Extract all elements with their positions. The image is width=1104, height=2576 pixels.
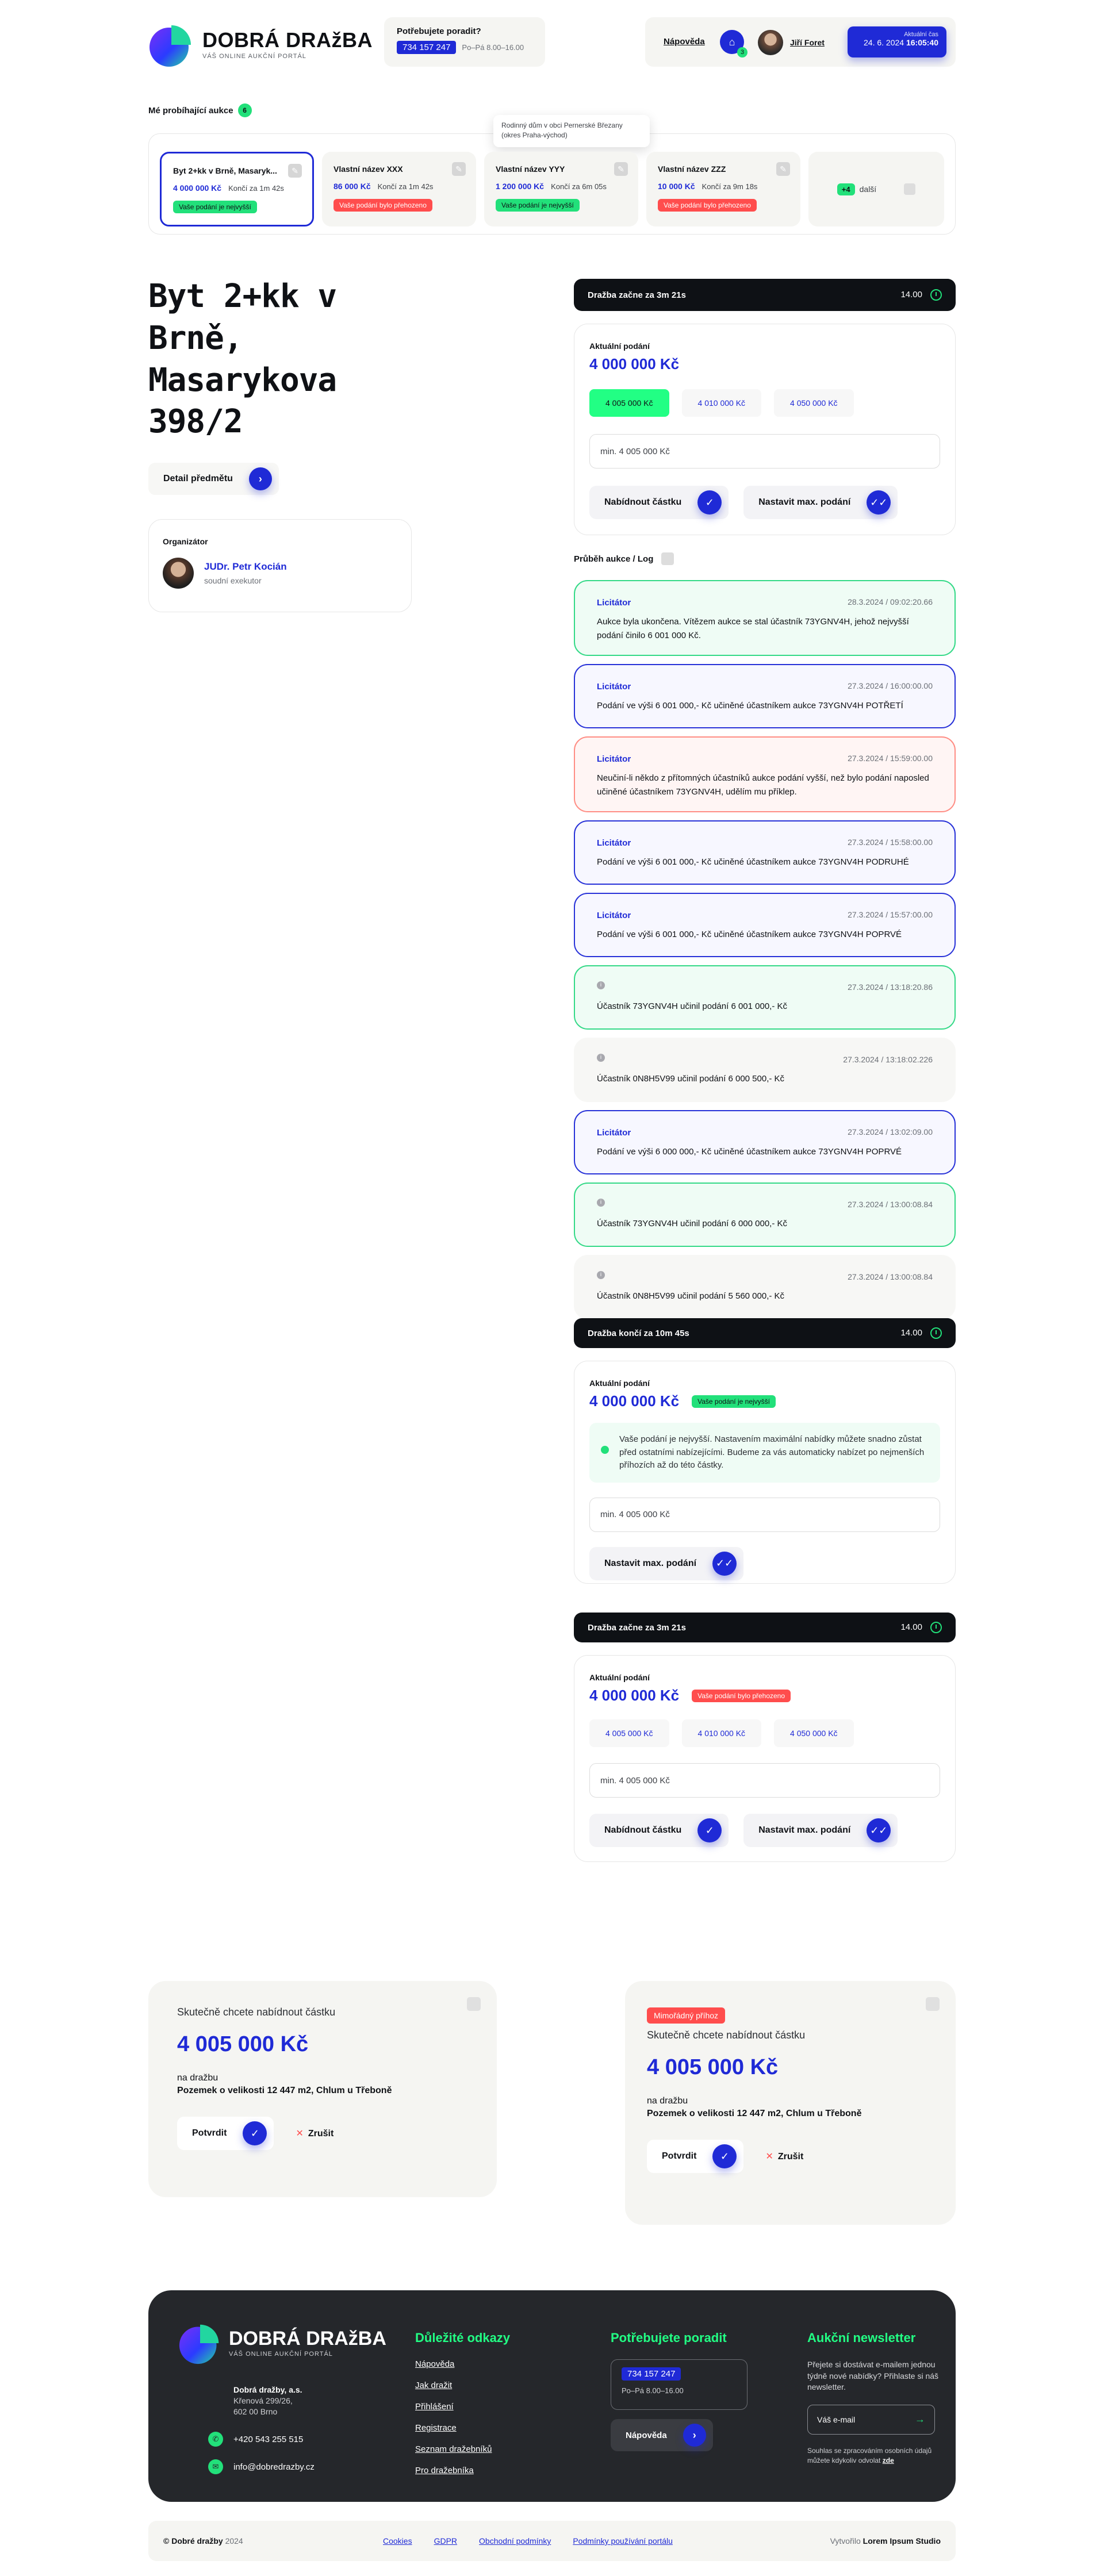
log-timestamp: 27.3.2024 / 15:57:00.00	[848, 910, 933, 919]
running-auctions-title: Mé probíhající aukce	[148, 105, 233, 116]
user-name[interactable]: Jiří Foret	[790, 38, 825, 47]
confirm-button-label: Potvrdit	[662, 2151, 697, 2161]
log-timestamp: 27.3.2024 / 15:58:00.00	[848, 838, 933, 847]
log-entry	[574, 820, 956, 885]
auction-card-price: 10 000 Kč	[658, 182, 695, 191]
auction-card-status: Vaše podání je nejvyšší	[496, 199, 580, 212]
bid-chip[interactable]: 4 050 000 Kč	[774, 1719, 854, 1747]
footer-help-phone[interactable]: 734 157 247	[622, 2367, 681, 2381]
offer-button-label: Nabídnout částku	[604, 1825, 682, 1835]
max-bid-button[interactable]	[743, 486, 898, 519]
auction-timer-bar	[574, 1613, 956, 1642]
logo[interactable]	[148, 22, 373, 68]
log-author: Licitátor	[597, 682, 631, 692]
timer-text: Dražba začne za 3m 21s	[588, 290, 686, 300]
auction-card-ends: Končí za 9m 18s	[702, 182, 758, 191]
bottom-link-gdpr[interactable]: GDPR	[434, 2536, 458, 2546]
bid-column	[574, 279, 956, 1385]
organizer-card	[148, 519, 412, 612]
log-timestamp: 27.3.2024 / 15:59:00.00	[848, 754, 933, 763]
date: 24. 6. 2024	[864, 38, 904, 47]
clock-box	[848, 26, 946, 57]
bid-chip[interactable]: 4 010 000 Kč	[682, 1719, 762, 1747]
log-author: Licitátor	[597, 911, 631, 920]
footer-links-title: Důležité odkazy	[415, 2331, 511, 2345]
auction-card[interactable]	[646, 152, 800, 226]
edit-icon	[904, 183, 915, 195]
organizer-role: soudní exekutor	[204, 576, 262, 586]
footer-link-how[interactable]: Jak dražit	[415, 2381, 453, 2390]
clock-icon	[930, 289, 942, 301]
max-bid-button-label: Nastavit max. podání	[758, 1825, 851, 1835]
footer-help-button[interactable]	[611, 2419, 713, 2451]
organizer-avatar	[163, 558, 194, 589]
check-icon: ✓	[243, 2121, 267, 2145]
footer-company: Dobrá dražby, a.s.	[233, 2385, 302, 2394]
confirm-amount: 4 005 000 Kč	[177, 2032, 309, 2056]
confirm-button-label: Potvrdit	[192, 2128, 227, 2138]
log-entry	[574, 965, 956, 1030]
info-icon: i	[597, 1271, 605, 1279]
arrow-right-icon[interactable]: →	[915, 2413, 925, 2425]
time-label: Aktuální čas	[904, 31, 938, 38]
footer-link-register[interactable]: Registrace	[415, 2423, 457, 2433]
phone-icon: ✆	[208, 2432, 223, 2447]
footer-phone[interactable]: +420 543 255 515	[233, 2434, 304, 2444]
auction-log	[574, 580, 956, 1385]
bid-amount-input[interactable]: min. 4 005 000 Kč	[589, 1763, 940, 1798]
edit-icon[interactable]: ✎	[776, 162, 790, 176]
close-x-icon: ✕	[296, 2129, 304, 2139]
extra-bid-badge: Mimořádný příhoz	[647, 2007, 725, 2024]
footer-logo-icon	[178, 2321, 222, 2365]
log-author: Licitátor	[597, 838, 631, 848]
log-author: Licitátor	[597, 1128, 631, 1138]
log-entry	[574, 1110, 956, 1174]
info-icon: i	[597, 1199, 605, 1207]
bid-status-badge: Vaše podání je nejvyšší	[692, 1395, 776, 1408]
item-info	[148, 276, 447, 586]
max-bid-button-label: Nastavit max. podání	[604, 1558, 697, 1568]
log-timestamp: 27.3.2024 / 13:18:02.226	[843, 1055, 933, 1064]
bid-panel	[574, 1361, 956, 1584]
clock-icon	[930, 1327, 942, 1339]
newsletter-email-input[interactable]	[807, 2405, 935, 2435]
offer-button[interactable]	[589, 486, 729, 519]
log-entry	[574, 664, 956, 728]
confirm-question: Skutečně chcete nabídnout částku	[647, 2029, 806, 2041]
current-bid-price: 4 000 000 Kč	[589, 1392, 680, 1410]
footer-help-button-label: Nápověda	[626, 2430, 667, 2440]
close-icon[interactable]	[926, 1997, 940, 2011]
timer-text: Dražba začne za 3m 21s	[588, 1622, 686, 1633]
help-link[interactable]: Nápověda	[664, 37, 705, 47]
newsletter-consent-link[interactable]: zde	[882, 2456, 894, 2465]
bid-chip[interactable]: 4 010 000 Kč	[682, 389, 762, 417]
log-entry	[574, 1183, 956, 1247]
more-auctions[interactable]	[808, 152, 944, 226]
log-entry	[574, 736, 956, 812]
help-box-title: Potřebujete poradit?	[397, 26, 481, 36]
auction-timer-bar	[574, 1318, 956, 1348]
footer-email[interactable]: info@dobredrazby.cz	[233, 2462, 315, 2472]
auction-card-ends: Končí za 1m 42s	[377, 182, 434, 191]
confirm-item: Pozemek o velikosti 12 447 m2, Chlum u Třeboně	[177, 2086, 392, 2095]
mail-icon: ✉	[208, 2459, 223, 2474]
current-bid-label: Aktuální podání	[589, 1673, 650, 1682]
log-author: Licitátor	[597, 754, 631, 764]
cart-count-badge: 3	[737, 47, 747, 57]
auction-card[interactable]	[322, 152, 476, 226]
copyright-brand: © Dobré dražby	[163, 2536, 223, 2546]
info-icon: i	[597, 981, 605, 989]
page-title-line1: Byt 2+kk v Brně,	[148, 278, 337, 357]
check-circle-icon	[601, 1446, 609, 1454]
edit-icon[interactable]: ✎	[452, 162, 466, 176]
studio-name[interactable]: Lorem Ipsum Studio	[862, 2536, 941, 2546]
footer-help-title: Potřebujete poradit	[611, 2331, 727, 2345]
time: 16:05:40	[906, 38, 938, 47]
cart-icon[interactable]: ⌂	[720, 30, 744, 54]
footer-newsletter-title: Aukční newsletter	[807, 2331, 916, 2345]
confirm-button[interactable]	[177, 2117, 274, 2150]
double-check-icon: ✓✓	[867, 1818, 891, 1842]
timer-time: 14.00	[900, 1622, 922, 1632]
footer-link-auctioneers[interactable]: Seznam dražebníků	[415, 2444, 492, 2454]
detail-button[interactable]	[148, 463, 279, 495]
page-title-line2: Masarykova 398/2	[148, 361, 337, 441]
cancel-button-label: Zrušit	[777, 2152, 804, 2162]
header	[148, 17, 956, 69]
bid-panel	[574, 324, 956, 535]
auction-card-status: Vaše podání je nejvyšší	[173, 201, 257, 213]
brand-name: DOBRÁ DRAžBA	[202, 28, 373, 52]
chevron-right-icon: ›	[249, 467, 272, 490]
confirm-dialog	[625, 1981, 956, 2225]
offer-button[interactable]	[589, 1814, 729, 1847]
log-timestamp: 28.3.2024 / 09:02:20.66	[848, 597, 933, 606]
log-text: Podání ve výši 6 001 000,- Kč učiněné účastníkem aukce 73YGNV4H PODRUHÉ	[597, 857, 909, 867]
current-bid-price: 4 000 000 Kč	[589, 355, 680, 373]
cancel-button-label: Zrušit	[308, 2129, 334, 2139]
log-timestamp: 27.3.2024 / 13:18:20.86	[848, 982, 933, 992]
brand-tagline: VÁŠ ONLINE AUKČNÍ PORTÁL	[202, 53, 306, 60]
footer-tagline: VÁŠ ONLINE AUKČNÍ PORTÁL	[229, 2351, 333, 2358]
log-title: Průběh aukce / Log	[574, 554, 654, 564]
confirm-button[interactable]	[647, 2140, 743, 2173]
offer-button-label: Nabídnout částku	[604, 497, 682, 507]
bottom-link-cookies[interactable]: Cookies	[383, 2536, 412, 2546]
more-label: další	[859, 185, 877, 194]
log-timestamp: 27.3.2024 / 13:02:09.00	[848, 1127, 933, 1137]
auction-card[interactable]	[160, 152, 314, 226]
bid-status-badge: Vaše podání bylo přehozeno	[692, 1690, 791, 1702]
current-bid-label: Aktuální podání	[589, 1379, 650, 1388]
auction-card-ends: Končí za 6m 05s	[551, 182, 607, 191]
auction-card-title: Vlastní název XXX	[334, 164, 403, 174]
log-text: Účastník 73YGNV4H učinil podání 6 001 000,- Kč	[597, 1001, 788, 1011]
organizer-label: Organizátor	[163, 537, 208, 547]
log-timestamp: 27.3.2024 / 13:00:08.84	[848, 1200, 933, 1209]
log-entry	[574, 1255, 956, 1319]
newsletter-consent: Souhlas se zpracováním osobních údajů můžete kdykoliv odvolat	[807, 2446, 932, 2465]
chevron-right-icon: ›	[683, 2424, 706, 2447]
footer-help-box	[611, 2359, 747, 2410]
running-auctions	[148, 103, 956, 236]
help-phone[interactable]: 734 157 247	[397, 41, 456, 54]
confirm-amount: 4 005 000 Kč	[647, 2055, 779, 2079]
avatar[interactable]	[758, 30, 783, 55]
footer-link-help[interactable]: Nápověda	[415, 2359, 455, 2369]
bid-chip[interactable]: 4 050 000 Kč	[774, 389, 854, 417]
log-text: Účastník 73YGNV4H učinil podání 6 000 000,- Kč	[597, 1218, 788, 1229]
auction-card-title: Byt 2+kk v Brně, Masaryk...	[173, 166, 277, 175]
current-bid-price: 4 000 000 Kč	[589, 1687, 680, 1704]
check-icon: ✓	[697, 490, 722, 515]
log-entry	[574, 580, 956, 656]
footer-help-hours: Po–Pá 8.00–16.00	[622, 2386, 684, 2395]
info-icon: i	[597, 1054, 605, 1062]
log-timestamp: 27.3.2024 / 13:00:08.84	[848, 1272, 933, 1281]
bid-amount-input[interactable]: min. 4 005 000 Kč	[589, 434, 940, 469]
cancel-button[interactable]	[765, 2151, 803, 2162]
detail-button-label: Detail předmětu	[163, 474, 233, 484]
tooltip: Rodinný dům v obci Pernerské Březany (okres Praha-východ)	[493, 115, 650, 147]
bid-section-3	[574, 1613, 956, 1862]
footer-street: Křenová 299/26,	[233, 2395, 293, 2405]
close-x-icon: ✕	[765, 2152, 773, 2162]
auction-card-status: Vaše podání bylo přehozeno	[658, 199, 757, 212]
check-icon: ✓	[697, 1818, 722, 1842]
timer-time: 14.00	[900, 1327, 922, 1338]
bid-section-2	[574, 1318, 956, 1584]
made-by-label: Vytvořilo	[830, 2536, 861, 2546]
log-timestamp: 27.3.2024 / 16:00:00.00	[848, 681, 933, 690]
newsletter-placeholder: Váš e-mail	[817, 2414, 856, 2424]
confirm-for: na dražbu	[177, 2073, 218, 2083]
bid-chip[interactable]: 4 005 000 Kč	[589, 389, 669, 417]
collapse-icon[interactable]	[661, 552, 674, 565]
info-note	[589, 1423, 940, 1483]
edit-icon[interactable]: ✎	[614, 162, 628, 176]
bid-chip[interactable]: 4 005 000 Kč	[589, 1719, 669, 1747]
page-title	[148, 276, 447, 443]
help-box	[384, 17, 545, 67]
check-icon: ✓	[712, 2144, 737, 2168]
bottom-link-usage[interactable]: Podmínky používání portálu	[573, 2536, 673, 2546]
auction-card-price: 86 000 Kč	[334, 182, 371, 191]
footer-link-login[interactable]: Přihlášení	[415, 2402, 454, 2412]
auction-timer-bar	[574, 279, 956, 311]
footer	[148, 2290, 956, 2502]
double-check-icon: ✓✓	[867, 490, 891, 515]
newsletter-text: Přejete si dostávat e-mailem jednou týdně nové nabídky? Přihlaste si náš newsletter.	[807, 2360, 939, 2392]
edit-icon[interactable]: ✎	[288, 164, 302, 178]
confirm-for: na dražbu	[647, 2096, 688, 2106]
timer-time: 14.00	[900, 289, 922, 300]
current-bid-label: Aktuální podání	[589, 341, 650, 351]
help-hours: Po–Pá 8.00–16.00	[462, 43, 524, 52]
auction-card-price: 4 000 000 Kč	[173, 183, 222, 193]
max-bid-button-label: Nastavit max. podání	[758, 497, 851, 507]
timer-text: Dražba končí za 10m 45s	[588, 1328, 689, 1338]
info-note-text: Vaše podání je nejvyšší. Nastavením maximální nabídky můžete snadno zůstat před ostatními nabízejícími. Budeme za vás automaticky nabízet po nejmenších příhozích až do této částky.	[619, 1434, 925, 1470]
bottom-link-terms[interactable]: Obchodní podmínky	[479, 2536, 551, 2546]
log-author: Licitátor	[597, 598, 631, 608]
footer-link-for-auctioneer[interactable]: Pro dražebníka	[415, 2466, 474, 2475]
auction-card-status: Vaše podání bylo přehozeno	[334, 199, 432, 212]
copyright-year: 2024	[225, 2536, 243, 2546]
log-text: Aukce byla ukončena. Vítězem aukce se stal účastník 73YGNV4H, jehož nejvyšší podání činilo 6 001 000 Kč.	[597, 617, 909, 640]
clock-icon	[930, 1622, 942, 1633]
running-auctions-count: 6	[238, 103, 252, 117]
log-text: Podání ve výši 6 001 000,- Kč učiněné účastníkem aukce 73YGNV4H POTŘETÍ	[597, 701, 903, 711]
auction-card-ends: Končí za 1m 42s	[228, 184, 284, 193]
confirm-dialog	[148, 1981, 497, 2197]
footer-city: 602 00 Brno	[233, 2406, 278, 2416]
double-check-icon: ✓✓	[712, 1552, 737, 1576]
close-icon[interactable]	[467, 1997, 481, 2011]
confirm-question: Skutečně chcete nabídnout částku	[177, 2006, 336, 2018]
confirm-item: Pozemek o velikosti 12 447 m2, Chlum u Třeboně	[647, 2109, 862, 2118]
cancel-button[interactable]	[296, 2128, 334, 2139]
log-entry	[574, 1038, 956, 1102]
max-bid-input[interactable]: min. 4 005 000 Kč	[589, 1498, 940, 1532]
bottom-bar	[148, 2521, 956, 2561]
max-bid-button[interactable]	[589, 1547, 743, 1580]
organizer-name[interactable]: JUDr. Petr Kocián	[204, 561, 287, 573]
auction-card-title: Vlastní název ZZZ	[658, 164, 726, 174]
auction-card[interactable]	[484, 152, 638, 226]
auction-card-price: 1 200 000 Kč	[496, 182, 545, 191]
logo-icon	[148, 22, 194, 68]
log-text: Účastník 0N8H5V99 učinil podání 5 560 000,- Kč	[597, 1291, 785, 1301]
auction-card-title: Vlastní název YYY	[496, 164, 565, 174]
more-count: +4	[837, 183, 855, 195]
max-bid-button[interactable]	[743, 1814, 898, 1847]
log-text: Účastník 0N8H5V99 učinil podání 6 000 500,- Kč	[597, 1073, 785, 1084]
footer-brand: DOBRÁ DRAžBA	[229, 2328, 386, 2350]
log-text: Podání ve výši 6 000 000,- Kč učiněné účastníkem aukce 73YGNV4H POPRVÉ	[597, 1147, 902, 1157]
log-entry	[574, 893, 956, 957]
log-text: Podání ve výši 6 001 000,- Kč učiněné účastníkem aukce 73YGNV4H POPRVÉ	[597, 930, 902, 940]
user-box	[645, 17, 956, 67]
log-text: Neučiní-li někdo z přítomných účastníků aukce podání vyšší, než bylo podání naposled učiněné účastníkem 73YGNV4H, udělím mu příklep.	[597, 773, 929, 797]
bid-panel	[574, 1655, 956, 1862]
